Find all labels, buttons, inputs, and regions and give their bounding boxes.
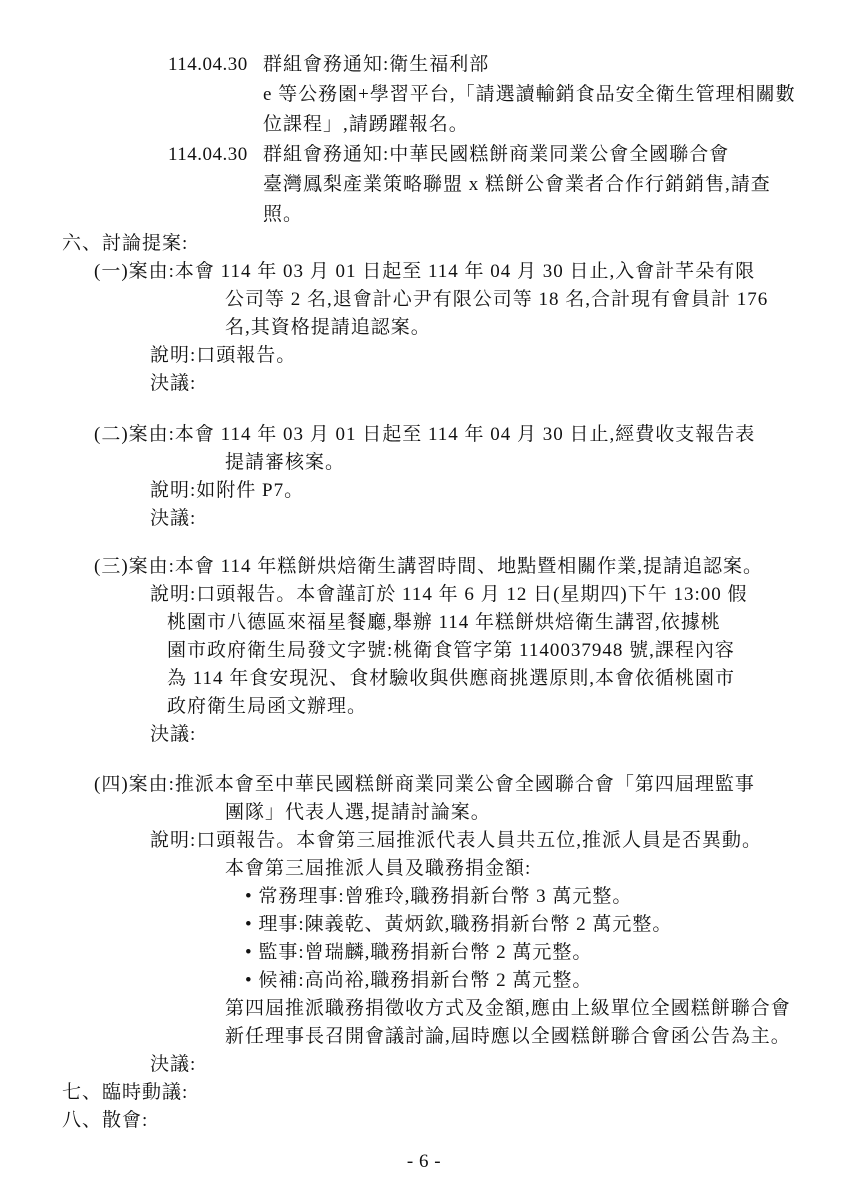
agenda-heading-7: 七、臨時動議:	[62, 1082, 189, 1103]
proposal-3-explanation-line: 政府衛生局函文辦理。	[167, 696, 368, 717]
notice-text-line: e 等公務園+學習平台,「請選讀輸銷食品安全衛生管理相關數	[263, 84, 796, 105]
notice-text: 群組會務通知:衛生福利部	[263, 54, 490, 75]
notice-item	[0, 50, 848, 80]
proposal-3-explanation-line: 桃園市八德區來福星餐廳,舉辦 114 年糕餅烘焙衛生講習,依據桃	[167, 612, 721, 633]
proposal-4-explanation-line: 本會第三屆推派人員及職務捐金額:	[225, 858, 532, 879]
notice-text-line: 臺灣鳳梨產業策略聯盟 x 糕餅公會業者合作行銷銷售,請查	[263, 174, 771, 195]
proposal-4-bullet-line: • 常務理事:曾雅玲,職務捐新台幣 3 萬元整。	[245, 886, 633, 907]
notice-date: 114.04.30	[168, 144, 248, 165]
proposal-4-bullet-line: • 監事:曾瑞麟,職務捐新台幣 2 萬元整。	[245, 942, 593, 963]
proposal-2-case-line: (二)案由:本會 114 年 03 月 01 日起至 114 年 04 月 30 日止,經費收支報告表	[94, 424, 756, 445]
proposal-1-case-line: 名,其資格提請追認案。	[225, 317, 431, 338]
agenda-heading-8: 八、散會:	[62, 1110, 149, 1131]
page-number: - 6 -	[406, 1151, 442, 1172]
proposal-1-resolution: 決議:	[150, 373, 197, 394]
proposal-3-resolution: 決議:	[150, 724, 197, 745]
proposal-3-explanation-line: 園市政府衛生局發文字號:桃衛食管字第 1140037948 號,課程內容	[167, 640, 735, 661]
proposal-2-resolution: 決議:	[150, 508, 197, 529]
agenda-heading-6: 六、討論提案:	[62, 233, 189, 254]
proposal-4-resolution: 決議:	[150, 1054, 197, 1075]
proposal-1-case-line: (一)案由:本會 114 年 03 月 01 日起至 114 年 04 月 30 日止,入會計芊朵有限	[94, 261, 756, 282]
proposal-3-explanation-line: 為 114 年食安現況、食材驗收與供應商挑選原則,本會依循桃園市	[167, 668, 736, 689]
notice-date: 114.04.30	[168, 54, 248, 75]
proposal-4-explanation-line: 新任理事長召開會議討論,屆時應以全國糕餅聯合會函公告為主。	[225, 1026, 791, 1047]
proposal-2-case-line: 提請審核案。	[225, 452, 346, 473]
proposal-4-case-line: 團隊」代表人選,提請討論案。	[225, 802, 491, 823]
notice-text-line: 位課程」,請踴躍報名。	[263, 114, 469, 135]
notice-text: 群組會務通知:中華民國糕餅商業同業公會全國聯合會	[263, 144, 730, 165]
notice-text-line: 照。	[263, 204, 304, 225]
proposal-2-explanation: 說明:如附件 P7。	[150, 480, 305, 501]
proposal-1-case-line: 公司等 2 名,退會計心尹有限公司等 18 名,合計現有會員計 176	[225, 289, 769, 310]
proposal-3-explanation: 說明:口頭報告。本會謹訂於 114 年 6 月 12 日(星期四)下午 13:00 假	[150, 584, 748, 605]
proposal-4-explanation-line: 第四屆推派職務捐徵收方式及金額,應由上級單位全國糕餅聯合會	[225, 998, 791, 1019]
notice-item	[0, 140, 848, 170]
proposal-1-explanation: 說明:口頭報告。	[150, 345, 297, 366]
proposal-4-explanation: 說明:口頭報告。本會第三屆推派代表人員共五位,推派人員是否異動。	[150, 830, 763, 851]
proposal-4-case-line: (四)案由:推派本會至中華民國糕餅商業同業公會全國聯合會「第四屆理監事	[94, 774, 755, 795]
proposal-3-case-line: (三)案由:本會 114 年糕餅烘焙衛生講習時間、地點暨相關作業,提請追認案。	[94, 556, 763, 577]
proposal-4-bullet-line: • 理事:陳義乾、黃炳欽,職務捐新台幣 2 萬元整。	[245, 914, 673, 935]
proposal-4-bullet-line: • 候補:高尚裕,職務捐新台幣 2 萬元整。	[245, 970, 593, 991]
